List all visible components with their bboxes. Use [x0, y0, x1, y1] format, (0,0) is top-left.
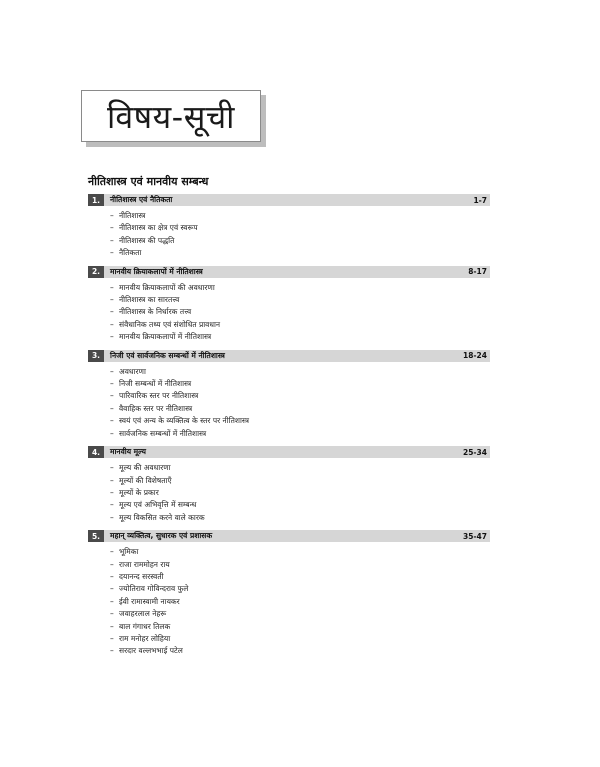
chapter-header-bar — [88, 530, 490, 542]
dash-bullet-icon: – — [110, 463, 114, 473]
topic-item — [110, 559, 490, 571]
chapter-number-badge: 2. — [88, 266, 104, 278]
dash-bullet-icon: – — [110, 403, 114, 413]
dash-bullet-icon: – — [110, 500, 114, 510]
topic-text: ज्योतिराव गोविन्दराव फुले — [119, 584, 189, 594]
topic-text: वैवाहिक स्तर पर नीतिशास्त्र — [119, 403, 193, 413]
dash-bullet-icon: – — [110, 319, 114, 329]
heading-box — [81, 90, 261, 142]
dash-bullet-icon: – — [110, 512, 114, 522]
topic-item — [110, 306, 490, 318]
dash-bullet-icon: – — [110, 379, 114, 389]
dash-bullet-icon: – — [110, 211, 114, 220]
topic-item — [110, 294, 490, 306]
topic-item — [110, 499, 490, 511]
topic-item — [110, 546, 490, 558]
topic-text: सरदार वल्लभभाई पटेल — [119, 646, 183, 656]
topic-text: मूल्य एवं अभिवृत्ति में सम्बन्ध — [119, 500, 197, 510]
chapter-number-badge: 3. — [88, 350, 104, 362]
topic-item — [110, 403, 490, 415]
topic-text: संवैधानिक तथ्य एवं संशोधित प्रावधान — [119, 319, 221, 329]
dash-bullet-icon: – — [110, 223, 114, 233]
topic-text: नैतिकता — [119, 248, 142, 258]
dash-bullet-icon: – — [110, 609, 114, 619]
topic-item — [110, 487, 490, 499]
chapter-header-bar — [88, 266, 490, 278]
topic-text: मूल्यों के प्रकार — [119, 487, 159, 497]
topic-text: राजा राममोहन राय — [119, 559, 170, 569]
topic-item — [110, 428, 490, 440]
chapter-title: महान् व्यक्तित्व, सुधारक एवं प्रशासक — [110, 531, 213, 541]
dash-bullet-icon: – — [110, 248, 114, 258]
chapter-2 — [88, 266, 490, 344]
topic-text: बाल गंगाधर तिलक — [119, 621, 171, 631]
chapter-title: मानवीय क्रियाकलापों में नीतिशास्त्र — [110, 266, 203, 276]
chapter-number-badge: 1. — [88, 194, 104, 206]
chapter-list — [88, 194, 490, 664]
chapter-page-range: 8-17 — [468, 267, 487, 277]
topic-list — [88, 282, 490, 344]
topic-list — [88, 462, 490, 524]
topic-item — [110, 210, 490, 222]
topic-item — [110, 415, 490, 427]
topic-text: मूल्यों की विशेषताएँ — [119, 475, 172, 485]
topic-list — [88, 366, 490, 440]
chapter-5 — [88, 530, 490, 658]
topic-item — [110, 512, 490, 524]
topic-item — [110, 378, 490, 390]
section-title: नीतिशास्त्र एवं मानवीय सम्बन्ध — [88, 175, 209, 188]
chapter-page-range: 35-47 — [463, 531, 487, 541]
topic-text: निजी सम्बन्धों में नीतिशास्त्र — [119, 379, 192, 389]
dash-bullet-icon: – — [110, 547, 114, 557]
topic-item — [110, 319, 490, 331]
topic-item — [110, 222, 490, 234]
dash-bullet-icon: – — [110, 295, 114, 305]
dash-bullet-icon: – — [110, 391, 114, 401]
topic-text: दयानन्द सरस्वती — [119, 571, 164, 581]
topic-text: मानवीय क्रियाकलापों में नीतिशास्त्र — [119, 332, 212, 342]
dash-bullet-icon: – — [110, 571, 114, 581]
topic-text: मानवीय क्रियाकलापों की अवधारणा — [119, 282, 215, 292]
chapter-header-bar — [88, 350, 490, 362]
chapter-number-badge: 4. — [88, 446, 104, 458]
topic-text: नीतिशास्त्र की पद्धति — [119, 235, 175, 245]
topic-item — [110, 331, 490, 343]
topic-text: राम मनोहर लोहिया — [119, 633, 171, 643]
dash-bullet-icon: – — [110, 475, 114, 485]
topic-item — [110, 282, 490, 294]
topic-text: पारिवारिक स्तर पर नीतिशास्त्र — [119, 391, 199, 401]
topic-text: ईवी रामास्वामी नायकर — [119, 596, 180, 606]
dash-bullet-icon: – — [110, 428, 114, 438]
dash-bullet-icon: – — [110, 633, 114, 643]
dash-bullet-icon: – — [110, 559, 114, 569]
topic-text: नीतिशास्त्र — [119, 211, 146, 220]
chapter-title: मानवीय मूल्य — [110, 447, 146, 457]
topic-text: भूमिका — [119, 547, 139, 557]
chapter-page-range: 18-24 — [463, 351, 487, 361]
dash-bullet-icon: – — [110, 487, 114, 497]
dash-bullet-icon: – — [110, 366, 114, 376]
dash-bullet-icon: – — [110, 621, 114, 631]
topic-text: जवाहरलाल नेहरू — [119, 609, 167, 619]
topic-item — [110, 366, 490, 378]
topic-item — [110, 475, 490, 487]
topic-text: सार्वजनिक सम्बन्धों में नीतिशास्त्र — [119, 428, 207, 438]
topic-item — [110, 462, 490, 474]
topic-list — [88, 546, 490, 658]
chapter-header-bar — [88, 194, 490, 206]
dash-bullet-icon: – — [110, 416, 114, 426]
topic-text: अवधारणा — [119, 366, 146, 376]
chapter-1 — [88, 194, 490, 260]
heading-box-frame — [81, 90, 261, 142]
topic-item — [110, 235, 490, 247]
topic-item — [110, 390, 490, 402]
topic-item — [110, 247, 490, 259]
chapter-number-badge: 5. — [88, 530, 104, 542]
topic-item — [110, 571, 490, 583]
chapter-header-bar — [88, 446, 490, 458]
topic-text: नीतिशास्त्र का क्षेत्र एवं स्वरूप — [119, 223, 198, 233]
chapter-title: निजी एवं सार्वजनिक सम्बन्धों में नीतिशास्त्र — [110, 350, 225, 360]
dash-bullet-icon: – — [110, 282, 114, 292]
topic-text: नीतिशास्त्र के निर्धारक तत्त्व — [119, 307, 192, 317]
dash-bullet-icon: – — [110, 646, 114, 656]
dash-bullet-icon: – — [110, 332, 114, 342]
chapter-title: नीतिशास्त्र एवं नैतिकता — [110, 195, 173, 204]
topic-item — [110, 608, 490, 620]
dash-bullet-icon: – — [110, 307, 114, 317]
dash-bullet-icon: – — [110, 235, 114, 245]
page-heading: विषय-सूची — [107, 97, 235, 136]
chapter-page-range: 25-34 — [463, 447, 487, 457]
chapter-4 — [88, 446, 490, 524]
topic-text: मूल्य की अवधारणा — [119, 463, 171, 473]
topic-text: नीतिशास्त्र का सारतत्त्व — [119, 295, 180, 305]
topic-list — [88, 210, 490, 260]
topic-text: स्वयं एवं अन्य के व्यक्तित्व के स्तर पर नीतिशास्त्र — [119, 416, 249, 426]
dash-bullet-icon: – — [110, 596, 114, 606]
chapter-3 — [88, 350, 490, 440]
topic-item — [110, 596, 490, 608]
topic-item — [110, 645, 490, 657]
chapter-page-range: 1-7 — [473, 195, 487, 205]
topic-item — [110, 583, 490, 595]
topic-item — [110, 633, 490, 645]
dash-bullet-icon: – — [110, 584, 114, 594]
topic-text: मूल्य विकसित करने वाले कारक — [119, 512, 205, 522]
topic-item — [110, 621, 490, 633]
